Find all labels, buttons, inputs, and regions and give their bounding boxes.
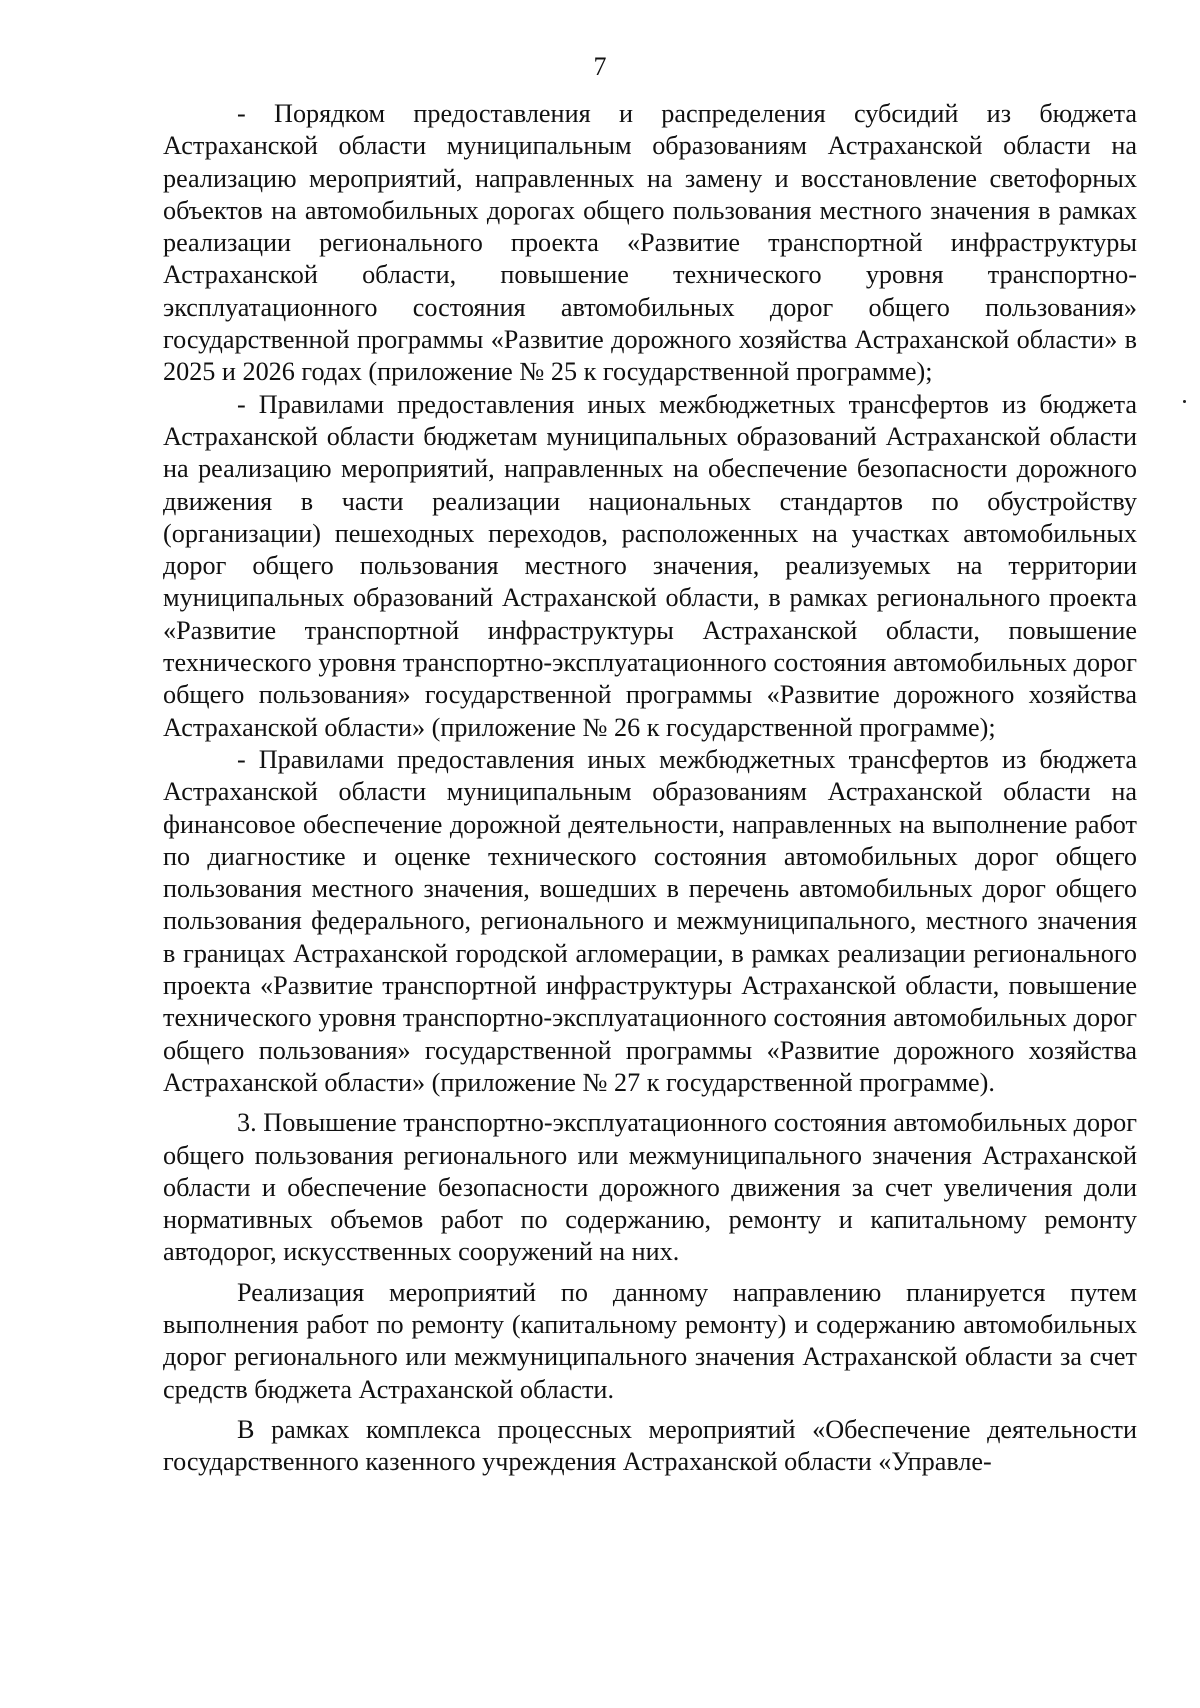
paragraph-item-3: 3. Повышение транспортно-эксплуатационного состояния автомобильных дорог общего пользования регионального или межмуниципального значения Астраханской области и обеспечение безопасности дорожного движения за счет увеличения доли нормативных объемов работ по содержанию, ремонту и капитальному ремонту автодорог, искусственных сооружений на них. [163, 1108, 1137, 1267]
paragraph-subsidy-traffic-lights: - Порядком предоставления и распределения субсидий из бюджета Астраханской области муниципальным образованиям Астраханской области на реализацию мероприятий, направленных на замену и восстановление светофорных объектов на автомобильных дорогах общего пользования местного значения в рамках реализации регионального проекта «Развитие транспортной инфраструктуры Астраханской области, повышение технического уровня транспортно-эксплуатационного состояния автомобильных дорог общего пользования» государственной программы «Развитие дорожного хозяйства Астраханской области» в 2025 и 2026 годах (приложение № 25 к государственной программе); [163, 99, 1137, 387]
document-body [163, 98, 1137, 1478]
scan-speck [1183, 400, 1186, 403]
paragraph-implementation: Реализация мероприятий по данному направлению планируется путем выполнения работ по ремонту (капитальному ремонту) и содержанию автомобильных дорог регионального или межмуниципального значения Астраханской области за счет средств бюджета Астраханской области. [163, 1277, 1137, 1404]
paragraph-pedestrian-crossings: - Правилами предоставления иных межбюджетных трансфертов из бюджета Астраханской области бюджетам муниципальных образований Астраханской области на реализацию мероприятий, направленных на обеспечение безопасности дорожного движения в части реализации национальных стандартов по обустройству (организации) пешеходных переходов, расположенных на участках автомобильных дорог общего пользования местного значения, реализуемых на территории муниципальных образований Астраханской области, в рамках регионального проекта «Развитие транспортной инфраструктуры Астраханской области, повышение технического уровня транспортно-эксплуатационного состояния автомобильных дорог общего пользования» государственной программы «Развитие дорожного хозяйства Астраханской области» (приложение № 26 к государственной программе); [163, 389, 1137, 742]
paragraph-road-diagnostics: - Правилами предоставления иных межбюджетных трансфертов из бюджета Астраханской области муниципальным образованиям Астраханской области на финансовое обеспечение дорожной деятельности, направленных на выполнение работ по диагностике и оценке технического состояния автомобильных дорог общего пользования местного значения, вошедших в перечень автомобильных дорог общего пользования федерального, регионального и межмуниципального, местного значения в границах Астраханской городской агломерации, в рамках реализации регионального проекта «Развитие транспортной инфраструктуры Астраханской области, повышение технического уровня транспортно-эксплуатационного состояния автомобильных дорог общего пользования» государственной программы «Развитие дорожного хозяйства Астраханской области» (приложение № 27 к государственной программе). [163, 744, 1137, 1097]
paragraph-process-measures: В рамках комплекса процессных мероприятий «Обеспечение деятельности государственного казенного учреждения Астраханской области «Управле- [163, 1414, 1137, 1477]
page-number: 7 [593, 52, 607, 81]
